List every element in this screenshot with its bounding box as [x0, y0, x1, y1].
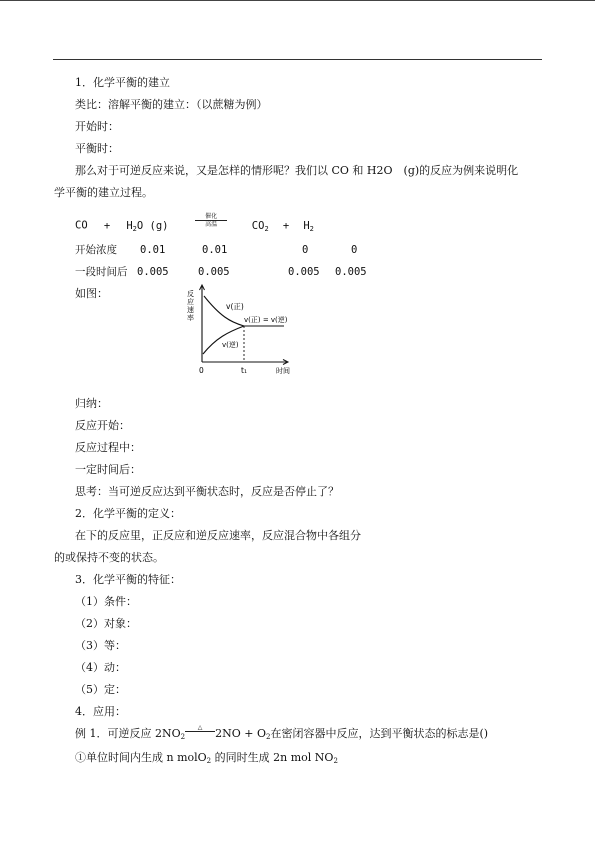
summary-title: 归纳：	[75, 397, 108, 410]
y-label-char: 应	[187, 298, 194, 306]
reverse-rate-curve	[203, 326, 244, 354]
t1-label: t₁	[241, 366, 247, 375]
definition-line-2: 的或保持不变的状态。	[54, 551, 164, 564]
rate-time-graph	[180, 282, 330, 380]
feature-item: （4）动：	[75, 661, 126, 674]
example-1: 例 1．可逆反应 $2NO_2$ △ $2NO + O_2$在密闭容器中反应，达到平衡状态的标志是()	[75, 724, 489, 741]
heat-arrow: △	[185, 724, 215, 732]
feature-item: （2）对象：	[75, 617, 137, 630]
think-question: 思考：当可逆反应达到平衡状态时，反应是否停止了？	[75, 485, 339, 498]
forward-rate-curve	[204, 296, 244, 326]
reaction-condition: 催化 高温	[195, 213, 227, 228]
origin-label: 0	[199, 366, 204, 375]
later-conc-co2: 0.005	[288, 266, 320, 278]
question-line-1: 那么对于可逆反应来说，又是怎样的情形呢？我们以 CO 和 H2O (g)的反应为例来说明化	[75, 164, 519, 177]
reactant-h2o: $H_2O$ (g)	[126, 219, 169, 233]
definition-line-1: 在下的反应里，正反应和逆反应速率，反应混合物中各组分	[75, 529, 361, 542]
summary-process: 反应过程中：	[75, 441, 141, 454]
later-conc-co: 0.005	[137, 266, 169, 278]
product-h2: $H_2$	[303, 219, 314, 233]
forward-rate-label: v(正)	[226, 302, 244, 311]
plus-sign: +	[103, 219, 111, 232]
section-3-heading: 3．化学平衡的特征：	[75, 573, 181, 586]
later-concentration-label: 一段时间后	[75, 266, 128, 278]
start-conc-co2: 0	[302, 244, 309, 256]
reactant-co: CO	[75, 219, 88, 232]
start-conc-h2: 0	[351, 244, 358, 256]
feature-item: （3）等：	[75, 639, 126, 652]
equal-rate-label: v(正) = v(逆)	[244, 316, 288, 324]
header-rule	[53, 59, 542, 60]
later-conc-h2o: 0.005	[198, 266, 230, 278]
balance-line: 平衡时：	[75, 142, 119, 155]
feature-item: （5）定：	[75, 683, 126, 696]
plus-sign: +	[282, 219, 290, 232]
page-top-border	[0, 0, 595, 1]
option-1: ①单位时间内生成 n molO$_2$ 的同时生成 2n mol $NO_2$	[75, 751, 338, 765]
summary-later: 一定时间后：	[75, 463, 141, 476]
y-label-char: 率	[187, 314, 194, 322]
y-label-char: 反	[187, 290, 194, 298]
y-label-char: 速	[187, 306, 194, 314]
reverse-rate-label: v(逆)	[222, 341, 239, 349]
reaction-equation	[75, 213, 314, 233]
start-concentration-label: 开始浓度	[75, 244, 117, 256]
feature-item: （1）条件：	[75, 595, 137, 608]
x-axis-label: 时间	[276, 367, 290, 375]
summary-start: 反应开始：	[75, 419, 130, 432]
section-4-heading: 4．应用：	[75, 705, 126, 718]
product-co2: $CO_2$	[251, 219, 269, 233]
section-2-heading: 2．化学平衡的定义：	[75, 507, 181, 520]
section-1-heading: 1．化学平衡的建立	[75, 76, 170, 89]
figure-label: 如图：	[75, 287, 108, 300]
later-conc-h2: 0.005	[335, 266, 367, 278]
start-line: 开始时：	[75, 120, 119, 133]
analogy-line: 类比：溶解平衡的建立：（以蔗糖为例）	[75, 98, 268, 111]
start-conc-h2o: 0.01	[202, 244, 228, 256]
question-line-2: 学平衡的建立过程。	[54, 186, 153, 199]
start-conc-co: 0.01	[140, 244, 166, 256]
